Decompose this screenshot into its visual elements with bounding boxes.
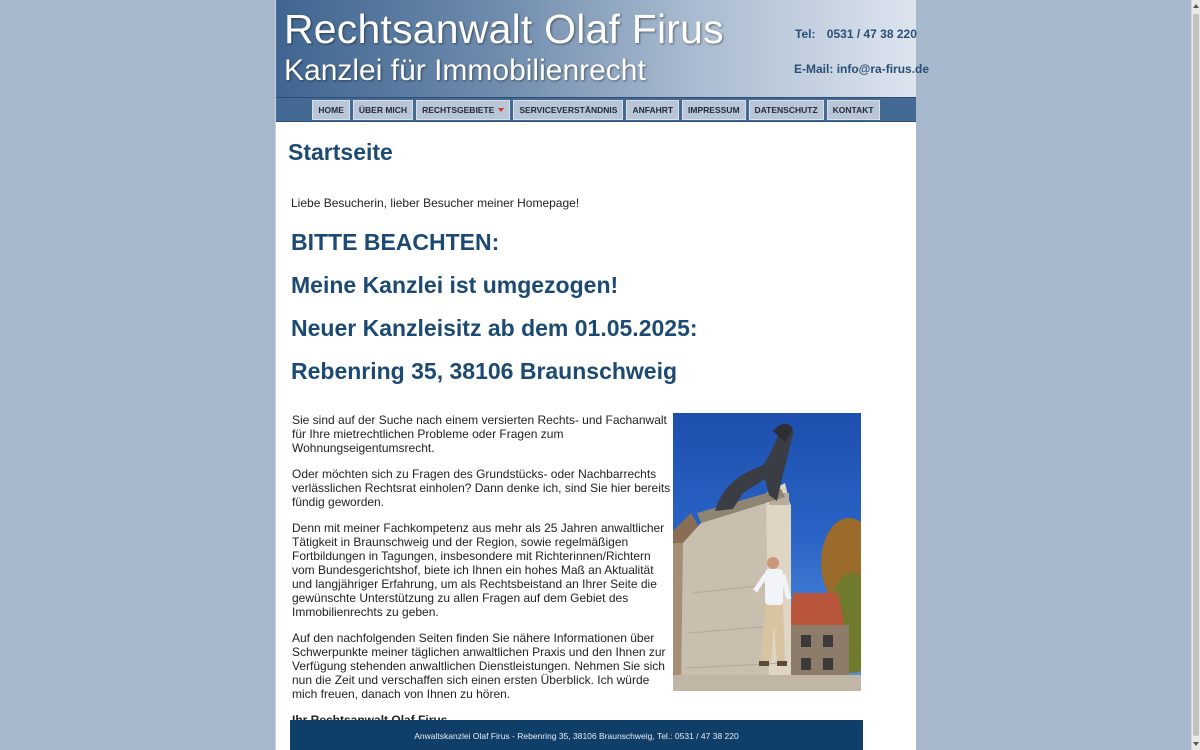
nav-item-impressum[interactable] [682,100,745,120]
header-email[interactable] [794,62,929,76]
nav-item-label: SERVICEVERSTÄNDNIS [519,104,618,115]
nav-item-home[interactable] [312,100,350,120]
footer-text: Anwaltskanzlei Olaf Firus - Rebenring 35, 38106 Braunschweig, Tel.: 0531 / 47 38 220 [414,731,739,741]
intro-paragraph: Denn mit meiner Fachkompetenz aus mehr als 25 Jahren anwaltlicher Tätigkeit in Braunschweig und der Region, sowie regelmäßigen Fortbildungen in Tagungen, insbesondere mit Richterinnen/Richtern vom Bundesgerichtshof, biete ich Ihnen ein hohes Maß an Aktualität und langjähriger Erfahrung, um als Rechtsbeistand an Ihrer Seite die gewünschte Unterstützung zu allen Fragen auf dem Gebiet des Immobilienrechts zu geben. [292,521,665,619]
notice-new-address: Rebenring 35, 38106 Braunschweig [291,358,678,384]
email-label: E-Mail: [794,62,834,76]
nav-item-label: ÜBER MICH [358,104,408,115]
site-subtitle: Kanzlei für Immobilienrecht [284,54,646,87]
scroll-down-arrow-icon[interactable] [1193,742,1199,746]
nav-item-label: HOME [318,104,344,115]
intro-text [292,413,674,739]
site-header [276,0,930,97]
header-phone [795,27,917,41]
lawyer-photo [673,413,861,691]
nav-item-rechtsgebiete[interactable] [416,100,510,120]
page-scrollbar[interactable] [1191,0,1200,750]
nav-item-label: KONTAKT [832,104,874,115]
site-footer [290,720,863,750]
nav-item-label: RECHTSGEBIETE [422,104,495,115]
nav-item-anfahrt[interactable] [626,100,679,120]
page-title: Startseite [288,139,393,165]
nav-item-datenschutz[interactable] [749,100,824,120]
main-navigation [276,97,916,122]
nav-item-serviceverstaendnis[interactable] [513,100,623,120]
phone-label: Tel: [795,27,816,41]
site-title: Rechtsanwalt Olaf Firus [284,6,724,52]
scrollbar-thumb[interactable] [1193,14,1199,736]
notice-new-location-date: Neuer Kanzleisitz ab dem 01.05.2025: [291,315,698,341]
scroll-up-arrow-icon[interactable] [1193,4,1199,8]
dropdown-caret-icon [498,108,504,112]
intro-paragraph: Auf den nachfolgenden Seiten finden Sie nähere Informationen über Schwerpunkte meiner täglichen anwaltlichen Praxis und den Ihnen zur Verfügung stehenden anwaltlichen Dienstleistungen. Nehmen Sie sich nun die Zeit und verschaffen sich einen ersten Überblick. Ich würde mich freuen, danach von Ihnen zu hören. [292,631,666,701]
nav-item-kontakt[interactable] [827,100,880,120]
notice-moved: Meine Kanzlei ist umgezogen! [291,272,619,298]
notice-heading: BITTE BEACHTEN: [291,229,500,255]
intro-paragraph: Sie sind auf der Suche nach einem versierten Rechts- und Fachanwalt für Ihre mietrechtlichen Probleme oder Fragen zum Wohnungseigentumsrecht. [292,413,667,455]
nav-item-label: IMPRESSUM [688,104,740,115]
intro-section [288,413,916,713]
page-container [275,0,930,750]
phone-value: 0531 / 47 38 220 [826,27,917,41]
nav-item-label: ANFAHRT [632,104,674,115]
email-value[interactable]: info@ra-firus.de [836,62,930,76]
main-content [276,139,916,713]
greeting-text: Liebe Besucherin, lieber Besucher meiner Homepage! [291,196,580,210]
photo-illustration [673,413,861,691]
intro-paragraph: Oder möchten sich zu Fragen des Grundstücks- oder Nachbarrechts verlässlichen Rechtsrat einholen? Dann denke ich, sind Sie hier bereits fündig geworden. [292,467,671,509]
nav-item-label: DATENSCHUTZ [754,104,818,115]
nav-item-ueber-mich[interactable] [353,100,413,120]
